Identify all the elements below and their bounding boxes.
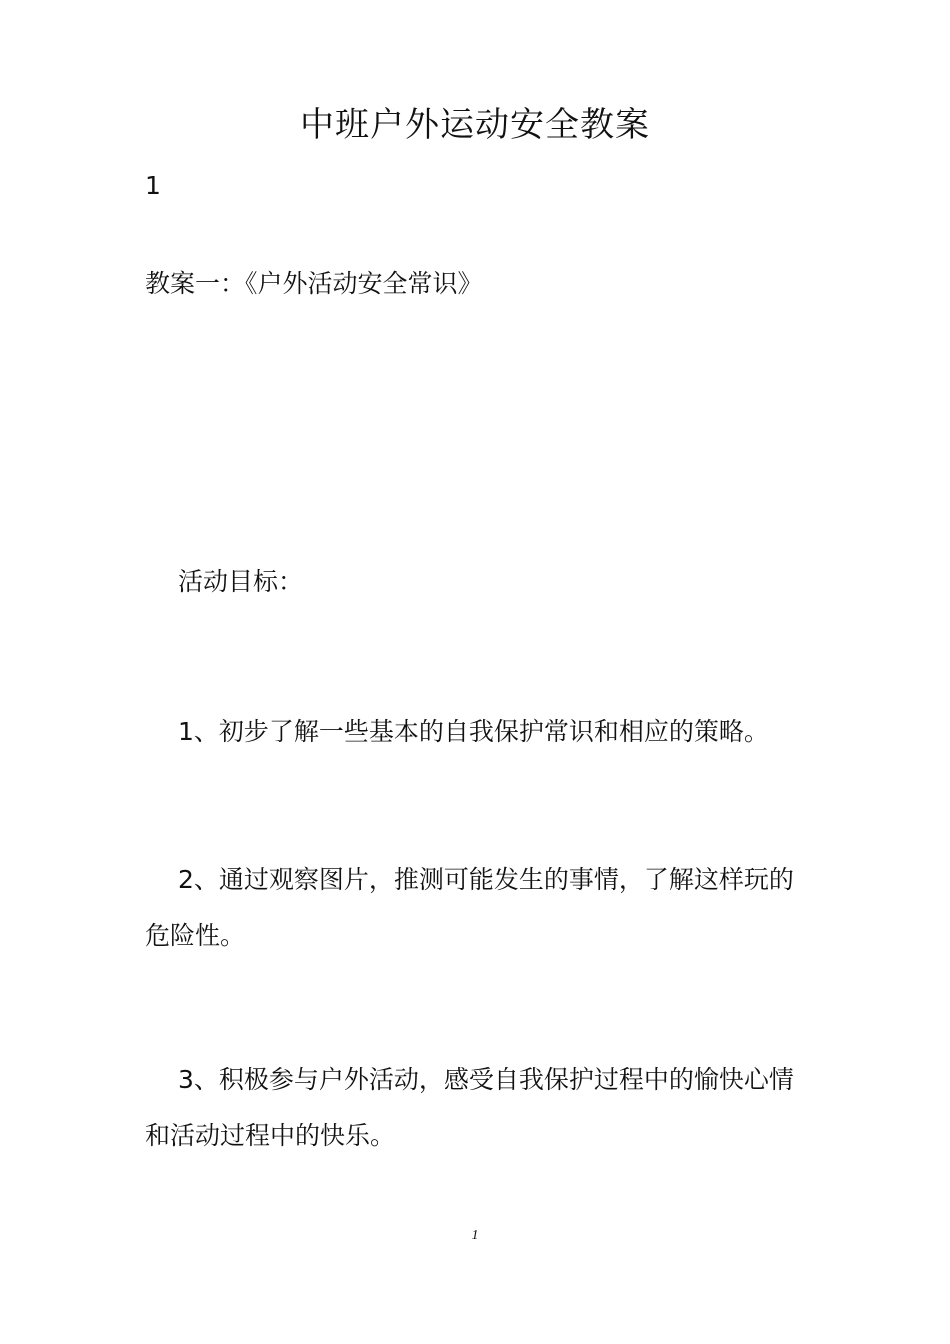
lesson-title: 教案一：《户外活动安全常识》 xyxy=(145,269,483,298)
goal-item-1: 1、初步了解一些基本的自我保护常识和相应的策略。 xyxy=(178,717,769,746)
goal-item-2: 2、通过观察图片，推测可能发生的事情，了解这样玩的危险性。 xyxy=(145,865,794,950)
goal-item-3: 3、积极参与户外活动，感受自我保护过程中的愉快心情和活动过程中的快乐。 xyxy=(145,1065,794,1150)
document-title: 中班户外运动安全教案 xyxy=(300,105,650,145)
section-number: 1 xyxy=(145,171,161,200)
page-number: 1 xyxy=(471,1228,479,1243)
goals-heading: 活动目标： xyxy=(178,567,304,596)
